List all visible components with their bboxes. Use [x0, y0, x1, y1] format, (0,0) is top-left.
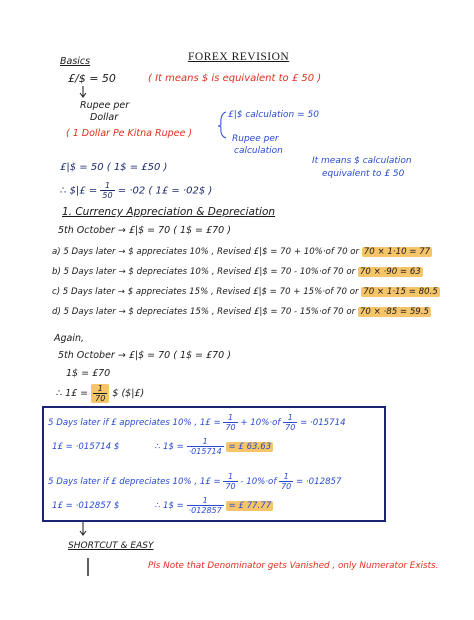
again-heading: Again,	[54, 333, 85, 344]
shortcut-note: Pls Note that Denominator gets Vanished , only Numerator Exists.	[148, 561, 439, 571]
box-row3: 5 Days later if £ depreciates 10% , 1£ = $\frac{1}{70}$ - 10%·of $\frac{1}{70}$ = ·012857	[48, 472, 342, 491]
calc-line2: Rupee per	[232, 134, 279, 144]
row-c-result: 70 × 1·15 = 80.5	[363, 287, 438, 297]
row-a-result: 70 × 1·10 = 77	[363, 247, 431, 257]
calc-note-line2: equivalent to £ 50	[322, 169, 405, 179]
row-b-result: 70 × ·90 = 63	[359, 267, 421, 277]
basics-meaning: ( It means $ is equivalent to £ 50 )	[148, 73, 322, 84]
shortcut-heading: SHORTCUT & EASY	[68, 541, 154, 551]
calc-line3: calculation	[234, 146, 283, 156]
row-d-result: 70 × ·85 = 59.5	[359, 307, 429, 317]
section1-heading: 1. Currency Appreciation & Depreciation	[62, 206, 276, 218]
box-row1: 5 Days later if £ appreciates 10% , 1£ = $\frac{1}{70}$ + 10%·of $\frac{1}{70}$ = ·015714	[48, 413, 346, 432]
box-row4: 1£ = ·012857 $ ∴ 1$ = $\frac{1}{\cdot 012857}$ = £ 77.77	[52, 496, 272, 515]
calc-line1: £|$ calculation = 50	[228, 110, 319, 120]
rupee-per-dollar-line2: Dollar	[90, 112, 119, 123]
calc-note-line1: It means $ calculation	[312, 156, 412, 166]
page-title: FOREX REVISION	[188, 51, 290, 63]
row-c: c) 5 Days later → $ appreciates 15% , Revised £|$ = 70 + 15%·of 70 or 70 × 1·15 = 80.5	[52, 287, 438, 297]
again-line2: ∴ 1£ = $\frac{1}{70}$ $ ($|£)	[56, 384, 145, 403]
rupee-per-dollar-line1: Rupee per	[80, 100, 130, 111]
box-row2: 1£ = ·015714 $ ∴ 1$ = $\frac{1}{\cdot 015714}$ = £ 63.63	[52, 437, 272, 456]
basics-rate: £/$ = 50	[68, 72, 116, 85]
row-d: d) 5 Days later → $ depreciates 15% , Revised £|$ = 70 - 15%·of 70 or 70 × ·85 = 59.5	[52, 307, 429, 317]
down-arrow-icon	[78, 86, 88, 100]
kitna-rupee-note: ( 1 Dollar Pe Kitna Rupee )	[66, 128, 193, 139]
again-spot: 5th October → £|$ = 70 ( 1$ = £70 )	[58, 350, 231, 361]
eq2: ∴ $|£ = $\frac{1}{50}$ = ·02 ( 1£ = ·02$ )	[60, 181, 213, 200]
section1-spot: 5th October → £|$ = 70 ( 1$ = £70 )	[58, 225, 231, 236]
cursor-mark-icon	[86, 558, 90, 576]
brace-icon	[218, 112, 228, 138]
basics-heading: Basics	[60, 56, 91, 67]
row-a: a) 5 Days later → $ appreciates 10% , Revised £|$ = 70 + 10%·of 70 or 70 × 1·10 = 77	[52, 247, 431, 257]
again-line1: 1$ = £70	[66, 368, 111, 379]
row-b: b) 5 Days later → $ depreciates 10% , Revised £|$ = 70 - 10%·of 70 or 70 × ·90 = 63	[52, 267, 421, 277]
eq1: £|$ = 50 ( 1$ = £50 )	[60, 162, 168, 173]
box-row2-result: = £ 63.63	[228, 442, 272, 452]
box-row4-result: = £ 77.77	[228, 501, 272, 511]
down-arrow-icon	[78, 522, 88, 538]
